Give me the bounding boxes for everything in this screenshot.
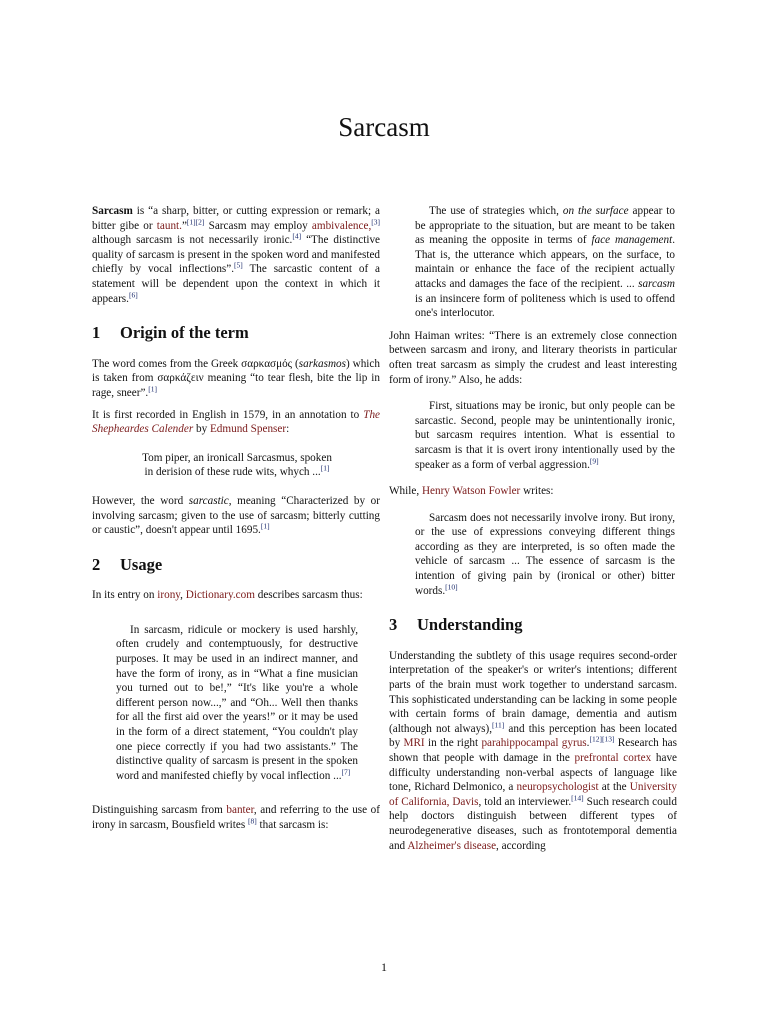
usage-quote: In sarcasm, ridicule or mockery is used harshly, often crudely and contemptuously, for destructive purposes. It may be used in an indirect manner, and have the form of irony, as in “What a fine musician you turned out to be!,” “It's like you're a whole different person now...,” and “Oh... Well then thanks for all the first aid over the years!” or it may be used in the form of a direct statement, “You couldn't play one piece correctly if you had two assistants.” The distinctive quality of sarcasm is present in the spoken word and manifested chiefly by vocal inflection ...[7]: [116, 623, 358, 782]
citation[interactable]: [1]: [320, 463, 330, 473]
link-uc-davis[interactable]: University of California, Davis: [389, 781, 677, 808]
intro-paragraph: Sarcasm is “a sharp, bitter, or cutting expression or remark; a bitter gibe or taunt.”[1][2] Sarcasm may employ ambivalence,[3] although sarcasm is not necessarily ironic.[4] “The distinctive quality of sarcasm is present in the spoken word and manifested chiefly by vocal inflections”.[5] The sarcastic content of a statement will be dependent upon the context in which it appears.[6]: [92, 205, 381, 305]
fowler-paragraph: While, Henry Watson Fowler writes:: [389, 485, 554, 498]
right-column: [389, 204, 677, 860]
origin-paragraph-3: However, the word sarcastic, meaning “Characterized by or involving sarcasm; given to the use of sarcasm; bitterly cutting or caustic”, doesn't appear until 1695.[1]: [92, 494, 380, 537]
link-shepheardes-calender[interactable]: The Shepheardes Calender: [92, 408, 380, 436]
citation[interactable]: [12][13]: [589, 734, 615, 744]
link-alzheimers-disease[interactable]: Alzheimer's disease: [407, 839, 497, 852]
usage-paragraph-2: Distinguishing sarcasm from banter, and referring to the use of irony in sarcasm, Bousfield writes [8] that sarcasm is:: [92, 804, 381, 831]
link-parahippocampal-gyrus[interactable]: parahippocampal gyrus: [481, 737, 587, 750]
citation[interactable]: [11]: [492, 720, 505, 730]
left-column: [92, 204, 380, 840]
citation[interactable]: [1]: [260, 521, 270, 531]
section-heading-understanding: 3 Understanding: [389, 615, 523, 635]
usage-paragraph-1: In its entry on irony, Dictionary.com describes sarcasm thus:: [92, 589, 363, 602]
term-bold: Sarcasm: [92, 205, 133, 217]
origin-paragraph-2: It is first recorded in English in 1579, in an annotation to The Shepheardes Calender by Edmund Spenser:: [92, 408, 380, 436]
link-prefrontal-cortex[interactable]: prefrontal cortex: [574, 752, 652, 764]
citation[interactable]: [1]: [148, 384, 157, 394]
link-edmund-spenser[interactable]: Edmund Spenser: [209, 423, 287, 436]
citation[interactable]: [10]: [445, 581, 458, 591]
origin-quote: Tom piper, an ironicall Sarcasmus, spoken in derision of these rude wits, whych ...[1]: [142, 451, 332, 479]
link-irony[interactable]: irony: [157, 589, 181, 602]
link-ambivalence[interactable]: ambivalence,: [311, 219, 372, 232]
link-mri[interactable]: MRI: [403, 737, 425, 750]
link-neuropsychologist[interactable]: neuropsychologist: [516, 781, 599, 794]
section-heading-origin: 1 Origin of the term: [92, 323, 249, 343]
citation[interactable]: [6]: [128, 289, 138, 299]
page-title: Sarcasm: [338, 112, 430, 142]
origin-paragraph-1: The word comes from the Greek σαρκασμός (sarkasmos) which is taken from σαρκάζειν meaning “to tear flesh, bite the lip in rage, sneer”.[1]: [92, 357, 380, 399]
citation[interactable]: [14]: [571, 793, 584, 803]
bousfield-quote: The use of strategies which, on the surface appear to be appropriate to the situation, but are meant to be taken as meaning the opposite in terms of face management. That is, the utterance which appears, on the surface, to maintain or enhance the face of the recipient actually attacks and damages the face of the recipient. ... sarcasm is an insincere form of politeness which is used to offend one's interlocutor.: [415, 205, 676, 320]
citation[interactable]: [8]: [247, 816, 257, 826]
citation[interactable]: [3]: [371, 216, 380, 226]
citation[interactable]: [7]: [341, 767, 351, 777]
citation[interactable]: [5]: [234, 260, 243, 270]
citation[interactable]: [9]: [589, 455, 599, 465]
fowler-quote: Sarcasm does not necessarily involve irony. But irony, or the use of expressions conveying different things according as they are interpreted, is so often made the vehicle of sarcasm ... The essence of sarcasm is the intention of giving pain by (ironical or other) bitter words.[10]: [415, 511, 675, 597]
citation[interactable]: [1][2]: [186, 216, 205, 226]
link-taunt[interactable]: taunt.: [156, 219, 182, 232]
link-dictionary-com[interactable]: Dictionary.com: [185, 589, 255, 602]
page-number: 1: [381, 960, 387, 974]
link-henry-watson-fowler[interactable]: Henry Watson Fowler: [421, 485, 521, 498]
understanding-paragraph: Understanding the subtlety of this usage requires second-order interpretation of the speaker's or writer's intentions; different parts of the brain must work together to understand sarcasm. This sophisticated understanding can be lacking in some people with certain forms of brain damage, dementia and autism (although not always),[11] and this perception has been located by MRI in the right parahippocampal gyrus.[12][13] Research has shown that people with damage in the prefrontal cortex have difficulty understanding non-verbal aspects of language like tone, Richard Delmonico, a neuropsychologist at the University of California, Davis, told an interviewer.[14] Such research could help doctors distinguish between different types of neurodegenerative diseases, such as frontotemporal dementia and Alzheimer's disease, according: [389, 649, 678, 852]
haiman-paragraph: John Haiman writes: “There is an extremely close connection between sarcasm and irony, and literary theorists in particular often treat sarcasm as simply the crudest and least interesting form of irony.” Also, he adds:: [389, 329, 677, 386]
link-banter[interactable]: banter: [226, 804, 254, 817]
citation[interactable]: [4]: [292, 231, 302, 241]
section-heading-usage: 2 Usage: [92, 554, 163, 574]
haiman-quote: First, situations may be ironic, but only people can be sarcastic. Second, people may be unintentionally ironic, but sarcasm requires intention. What is essential to sarcasm is that it is overt irony intentionally used by the speaker as a form of verbal aggression.[9]: [415, 400, 675, 471]
